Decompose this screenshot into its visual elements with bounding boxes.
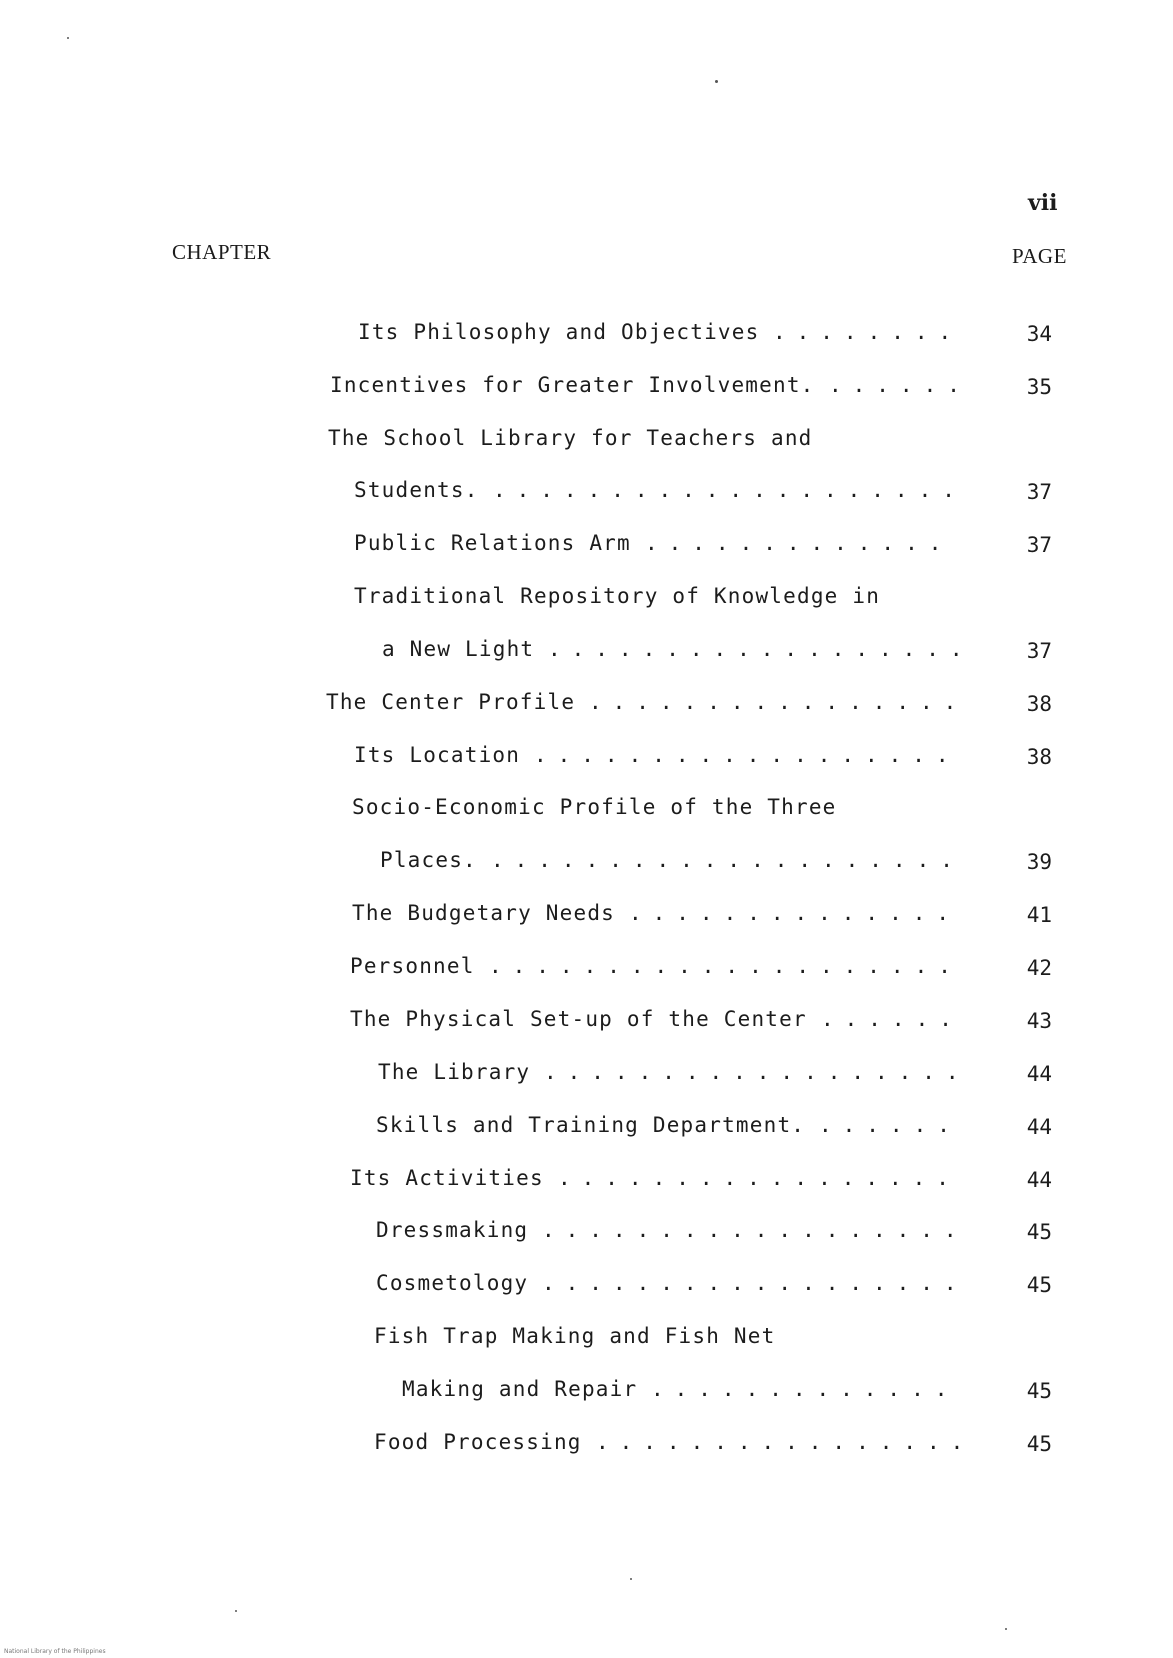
toc-entry-page: 44 xyxy=(1026,1168,1052,1192)
toc-entry-title: The Center Profile xyxy=(326,690,576,714)
toc-entry-page: 37 xyxy=(1026,480,1052,504)
leader-dots: .................... xyxy=(493,478,966,502)
toc-entry-title: The Budgetary Needs xyxy=(352,901,616,925)
toc-entry-page: 43 xyxy=(1026,1009,1052,1033)
toc-entry-title: Skills and Training Department. xyxy=(376,1113,806,1137)
toc-entry-title: Making and Repair xyxy=(402,1377,638,1401)
toc-entry-page: 38 xyxy=(1026,692,1052,716)
scan-speck xyxy=(630,1578,632,1580)
toc-entry-title: Its Philosophy and Objectives xyxy=(358,320,760,344)
toc-entry-title: Traditional Repository of Knowledge in xyxy=(354,584,881,608)
toc-entry-title: Fish Trap Making and Fish Net xyxy=(374,1324,776,1348)
toc-entry-page: 37 xyxy=(1026,639,1052,663)
scan-speck xyxy=(235,1610,237,1612)
leader-dots: ............. xyxy=(645,531,953,555)
page-number: vii xyxy=(1028,190,1058,216)
leader-dots: ...... xyxy=(829,373,971,397)
toc-entry-page: 35 xyxy=(1026,375,1052,399)
toc-entry-title: Cosmetology xyxy=(376,1271,529,1295)
leader-dots: .............. xyxy=(629,901,961,925)
toc-entry-page: 44 xyxy=(1026,1115,1052,1139)
leader-dots: .................. xyxy=(544,1060,970,1084)
toc-entry-title: Dressmaking xyxy=(376,1218,529,1242)
leader-dots: ................ xyxy=(589,690,968,714)
toc-entry-page: 42 xyxy=(1026,956,1052,980)
toc-entry-title: Personnel xyxy=(350,954,475,978)
toc-entry-title: The Library xyxy=(378,1060,531,1084)
toc-entry-page: 34 xyxy=(1026,322,1052,346)
toc-entry-title: Food Processing xyxy=(374,1430,582,1454)
leader-dots: ...... xyxy=(821,1007,963,1031)
toc-entry-title: a New Light xyxy=(382,637,535,661)
toc-entry-title: Its Location xyxy=(354,743,521,767)
toc-entry-title: The School Library for Teachers and xyxy=(328,426,813,450)
toc-entry-title: Students. xyxy=(354,478,479,502)
toc-entry-page: 38 xyxy=(1026,745,1052,769)
leader-dots: .................... xyxy=(489,954,962,978)
scan-speck xyxy=(715,80,718,83)
leader-dots: .................. xyxy=(542,1271,968,1295)
toc-entry-title: Socio-Economic Profile of the Three xyxy=(352,795,837,819)
toc-entry-page: 37 xyxy=(1026,533,1052,557)
leader-dots: .................... xyxy=(491,848,964,872)
page-header: PAGE xyxy=(1012,244,1067,268)
toc-entry-page: 39 xyxy=(1026,850,1052,874)
toc-entry-page: 45 xyxy=(1026,1432,1052,1456)
toc-entry-page: 45 xyxy=(1026,1220,1052,1244)
toc-entry-title: The Physical Set-up of the Center xyxy=(350,1007,807,1031)
toc-entry-page: 45 xyxy=(1026,1379,1052,1403)
leader-dots: ...... xyxy=(819,1113,961,1137)
chapter-header: CHAPTER xyxy=(172,240,272,264)
leader-dots: .................. xyxy=(534,743,960,767)
toc-entry-title: Places. xyxy=(380,848,477,872)
leader-dots: ........ xyxy=(773,320,963,344)
toc-entry-title: Public Relations Arm xyxy=(354,531,631,555)
leader-dots: .................. xyxy=(548,637,974,661)
scan-speck xyxy=(67,37,69,39)
leader-dots: ................ xyxy=(596,1430,975,1454)
leader-dots: ................. xyxy=(558,1166,960,1190)
toc-entry-title: Its Activities xyxy=(350,1166,544,1190)
scan-speck xyxy=(1005,1628,1007,1630)
scan-footer: National Library of the Philippines xyxy=(4,1648,106,1655)
leader-dots: ............. xyxy=(651,1377,959,1401)
toc-entry-page: 41 xyxy=(1026,903,1052,927)
toc-entry-page: 45 xyxy=(1026,1273,1052,1297)
leader-dots: .................. xyxy=(542,1218,968,1242)
toc-entry-page: 44 xyxy=(1026,1062,1052,1086)
toc-entry-title: Incentives for Greater Involvement. xyxy=(330,373,815,397)
